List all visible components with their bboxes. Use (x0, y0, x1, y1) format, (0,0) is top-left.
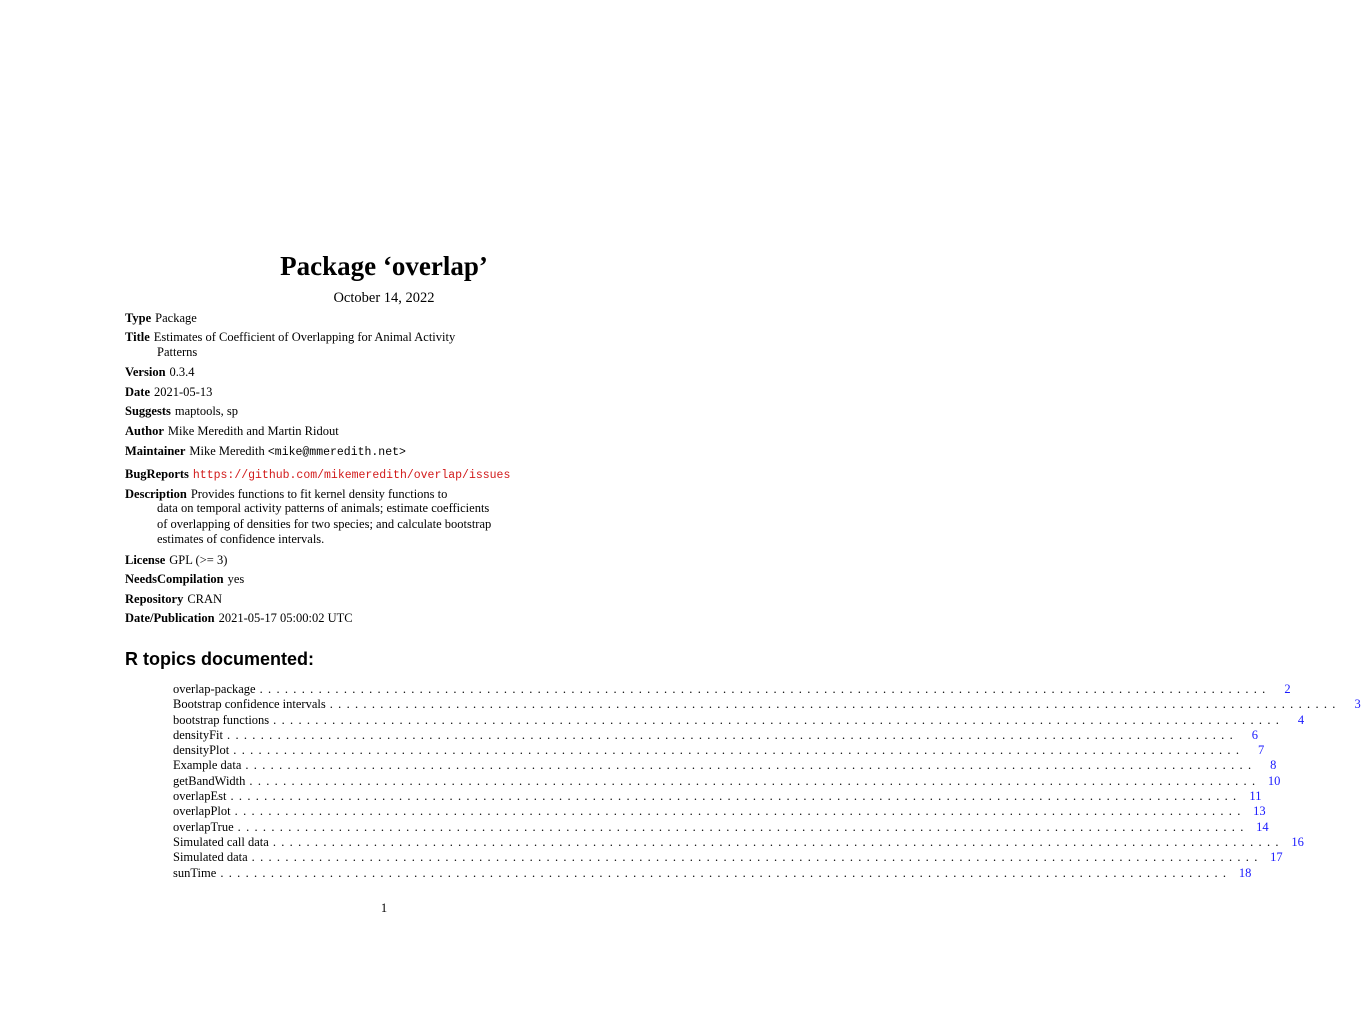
field-key: Repository (125, 592, 184, 606)
toc-entry-page-link[interactable]: 17 (1270, 850, 1283, 865)
field-value: CRAN (187, 592, 223, 606)
field-key: License (125, 553, 166, 567)
toc-entry-page-link[interactable]: 13 (1253, 804, 1266, 819)
toc-entry-page-link[interactable]: 7 (1258, 743, 1265, 758)
field-date (125, 384, 212, 400)
toc-entry-page-link[interactable]: 18 (1238, 865, 1252, 880)
field-value: Mike Meredith and Martin Ridout (167, 424, 339, 438)
field-key: Maintainer (125, 444, 186, 458)
toc-leader-dots: ........................................................................................................................ (237, 819, 1249, 834)
field-value: Estimates of Coefficient of Overlapping for Animal Activity (153, 330, 456, 344)
toc-heading: R topics documented: (125, 649, 315, 669)
field-key: Type (125, 311, 152, 325)
toc-entry[interactable] (173, 804, 1266, 819)
toc-leader-dots: ........................................................................................................................ (259, 682, 1271, 696)
toc-entry-page-link[interactable]: 4 (1297, 712, 1305, 727)
field-key: Author (125, 424, 164, 438)
toc-entry[interactable] (173, 850, 1283, 865)
field-key: BugReports (125, 467, 189, 481)
field-title (125, 329, 455, 345)
description-line: estimates of confidence intervals. (157, 532, 325, 546)
field-version (125, 364, 195, 380)
toc-leader-dots: ........................................................................................................................ (249, 773, 1261, 788)
toc-leader-dots: ........................................................................................................................ (220, 865, 1232, 880)
field-key: Description (125, 487, 187, 501)
field-suggests (125, 403, 238, 419)
field-value: GPL (>= 3) (169, 553, 228, 567)
description-line: data on temporal activity patterns of animals; estimate coefficients (157, 501, 490, 515)
toc-entry[interactable] (173, 758, 1277, 773)
toc-entry-page-link[interactable]: 8 (1270, 758, 1277, 773)
toc-leader-dots: ........................................................................................................................ (234, 804, 1246, 819)
toc-entry[interactable] (173, 773, 1281, 789)
toc-entry[interactable] (173, 697, 1361, 712)
maintainer-email: <mike@mmeredith.net> (267, 446, 406, 459)
field-key: Date/Publication (125, 611, 215, 625)
toc-entry-title[interactable]: Example data (173, 758, 242, 773)
toc-entry-title[interactable]: Bootstrap confidence intervals (173, 697, 326, 712)
toc-entry[interactable] (173, 789, 1262, 804)
field-key: Version (125, 365, 166, 379)
field-type (125, 310, 197, 326)
field-needscompilation (125, 571, 244, 587)
field-title-continuation: Patterns (157, 345, 198, 359)
description-line: of overlapping of densities for two species; and calculate bootstrap (157, 517, 492, 531)
toc-entry-title[interactable]: overlap-package (173, 682, 256, 696)
toc-entry[interactable] (173, 712, 1305, 728)
toc-leader-dots: ........................................................................................................................ (251, 850, 1263, 865)
toc-entry[interactable] (173, 727, 1259, 743)
field-key: Date (125, 385, 150, 399)
toc-entry-title[interactable]: getBandWidth (173, 773, 246, 788)
toc-leader-dots: ........................................................................................................................ (273, 712, 1285, 727)
field-author (125, 423, 339, 439)
field-description (125, 486, 447, 502)
document-title: Package ‘overlap’ (280, 251, 488, 281)
document-date: October 14, 2022 (333, 290, 435, 306)
toc-leader-dots: ........................................................................................................................ (245, 758, 1257, 773)
toc-leader-dots: ........................................................................................................................ (230, 789, 1242, 804)
toc-entry-page-link[interactable]: 6 (1251, 727, 1259, 742)
toc-entry-page-link[interactable]: 11 (1249, 789, 1262, 804)
field-value: maptools, sp (174, 404, 239, 418)
toc-entry[interactable] (173, 819, 1269, 835)
toc-entry-title[interactable]: bootstrap functions (173, 712, 270, 727)
toc-entry-page-link[interactable]: 16 (1291, 834, 1304, 849)
field-maintainer (125, 443, 406, 461)
field-value: Provides functions to fit kernel density functions to (190, 487, 448, 501)
toc-leader-dots: ........................................................................................................................ (329, 697, 1341, 712)
toc-leader-dots: ........................................................................................................................ (227, 727, 1239, 742)
toc-entry[interactable] (173, 682, 1291, 697)
toc-entry-page-link[interactable]: 3 (1354, 697, 1361, 712)
toc-entry[interactable] (173, 743, 1265, 758)
field-value: Package (155, 311, 197, 325)
toc-entry-page-link[interactable]: 14 (1256, 819, 1269, 834)
toc-entry[interactable] (173, 865, 1252, 881)
field-value: 2021-05-17 05:00:02 UTC (218, 611, 353, 625)
bugreports-link[interactable]: https://github.com/mikemeredith/overlap/issues (192, 469, 511, 482)
toc-entry[interactable] (173, 834, 1304, 850)
field-repository (125, 591, 222, 607)
toc-entry-title[interactable]: sunTime (173, 865, 217, 880)
toc-entry-page-link[interactable]: 10 (1267, 773, 1281, 788)
toc-leader-dots: ........................................................................................................................ (272, 834, 1284, 849)
field-key: Suggests (125, 404, 171, 418)
field-date-publication (125, 610, 353, 626)
field-value: 2021-05-13 (154, 385, 213, 399)
toc-leader-dots: ........................................................................................................................ (233, 743, 1245, 758)
toc-entry-title[interactable]: densityFit (173, 727, 224, 742)
field-license (125, 552, 227, 568)
toc-entry-title[interactable]: overlapPlot (173, 804, 231, 819)
field-value: Mike Meredith (189, 444, 265, 458)
toc-entry-title[interactable]: Simulated call data (173, 834, 269, 849)
toc-entry-title[interactable]: overlapEst (173, 789, 227, 804)
table-of-contents (173, 682, 1361, 881)
page-number: 1 (380, 901, 388, 915)
field-value: 0.3.4 (169, 365, 195, 379)
toc-entry-page-link[interactable]: 2 (1284, 682, 1291, 696)
field-key: NeedsCompilation (125, 572, 224, 586)
toc-entry-title[interactable]: overlapTrue (173, 819, 234, 834)
toc-entry-title[interactable]: Simulated data (173, 850, 248, 865)
field-value: yes (227, 572, 245, 586)
field-key: Title (125, 330, 150, 344)
toc-entry-title[interactable]: densityPlot (173, 743, 230, 758)
field-bugreports (125, 466, 510, 484)
